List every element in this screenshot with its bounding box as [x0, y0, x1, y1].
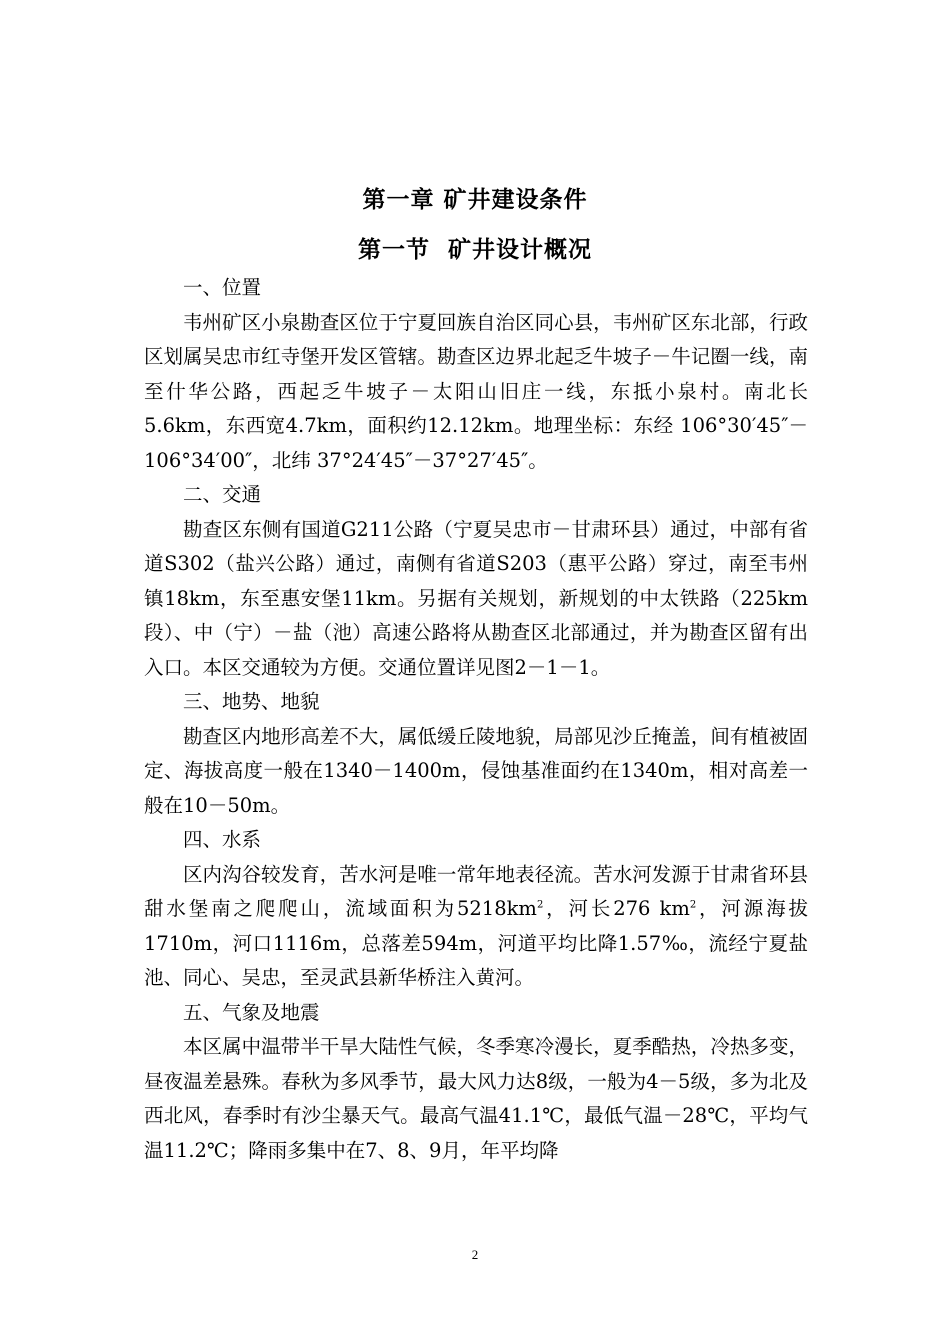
document-body — [144, 271, 808, 1168]
paragraph-climate: 本区属中温带半干旱大陆性气候，冬季寒冷漫长，夏季酷热，冷热多变，昼夜温差悬殊。春秋为多风季节，最大风力达8级，一般为4－5级，多为北及西北风，春季时有沙尘暴天气。最高气温41.1℃，最低气温－28℃，平均气温11.2℃；降雨多集中在7、8、9月，年平均降 — [144, 1035, 808, 1162]
paragraph-transport: 勘查区东侧有国道G211公路（宁夏吴忠市－甘肃环县）通过，中部有省道S302（盐兴公路）通过，南侧有省道S203（惠平公路）穿过，南至韦州镇18km，东至惠安堡11km。另据有关规划，新规划的中太铁路（225km段）、中（宁）－盐（池）高速公路将从勘查区北部通过，并为勘查区留有出入口。本区交通较为方便。交通位置详见图2－1－1。 — [144, 517, 808, 679]
heading-location: 一、位置 — [183, 276, 262, 299]
heading-climate: 五、气象及地震 — [183, 1000, 320, 1024]
water-text-part2: ，河长276 km — [543, 897, 690, 920]
chapter-title: 第一章 矿井建设条件 — [362, 187, 588, 213]
section-title: 第一节 矿井设计概况 — [357, 237, 592, 263]
water-text-part1: 区内沟谷较发育，苦水河是唯一常年地表径流。苦水河发源于甘肃省环县甜水堡南之爬爬山，流域面积为5218km — [144, 862, 808, 920]
superscript-1: 2 — [536, 899, 544, 911]
paragraph-location: 韦州矿区小泉勘查区位于宁夏回族自治区同心县，韦州矿区东北部，行政区划属吴忠市红寺堡开发区管辖。勘查区边界北起乏牛坡子－牛记圈一线，南至什华公路，西起乏牛坡子－太阳山旧庄一线，东抵小泉村。南北长5.6km，东西宽4.7km，面积约12.12km。地理坐标：东经 106°30′45″－106°34′00″，北纬 37°24′45″－37°27′45″。 — [144, 310, 808, 472]
page-number: 2 — [471, 1247, 479, 1262]
heading-water-system: 四、水系 — [183, 828, 262, 851]
superscript-2: 2 — [689, 899, 697, 911]
paragraph-water-system — [144, 858, 808, 996]
heading-terrain: 三、地势、地貌 — [183, 690, 320, 713]
paragraph-terrain: 勘查区内地形高差不大，属低缓丘陵地貌，局部见沙丘掩盖，间有植被固定、海拔高度一般在1340－1400m，侵蚀基准面约在1340m，相对高差一般在10－50m。 — [144, 724, 808, 817]
heading-transport: 二、交通 — [183, 483, 262, 506]
water-text-part3: ，河源海拔1710m，河口1116m，总落差594m，河道平均比降1.57‰，流经宁夏盐池、同心、吴忠，至灵武县新华桥注入黄河。 — [144, 897, 808, 989]
